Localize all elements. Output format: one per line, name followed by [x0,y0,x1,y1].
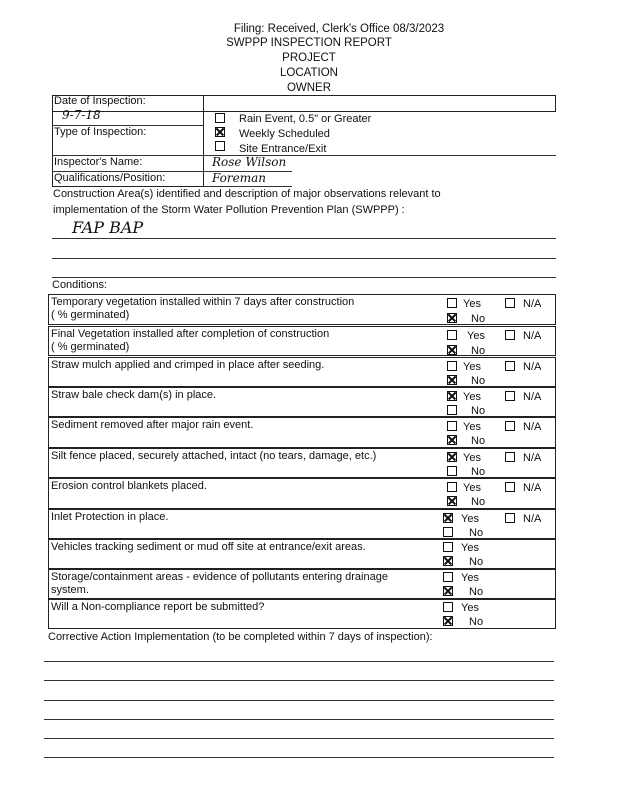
na-checkbox[interactable] [505,391,515,401]
no-checkbox[interactable] [447,496,457,506]
no-label: No [471,435,486,447]
date-label: Date of Inspection: [54,95,146,107]
project-label: PROJECT [282,52,336,64]
condition-text: Inlet Protection in place. [51,511,169,523]
no-checkbox[interactable] [443,616,453,626]
yes-label: Yes [461,542,479,554]
blank-line [52,238,556,239]
condition-row [48,448,556,478]
inspector-value[interactable]: Rose Wilson [212,155,287,169]
yes-label: Yes [461,572,479,584]
construction-text-1: Construction Area(s) identified and description of major observations relevant to [53,188,441,200]
report-title: SWPPP INSPECTION REPORT [226,37,392,49]
na-label: N/A [523,513,542,525]
na-checkbox[interactable] [505,452,515,462]
yes-checkbox[interactable] [443,572,453,582]
yes-label: Yes [461,513,479,525]
yes-checkbox[interactable] [447,330,457,340]
no-checkbox[interactable] [447,435,457,445]
no-label: No [471,405,486,417]
yes-label: Yes [467,330,485,342]
no-label: No [471,345,486,357]
yes-checkbox[interactable] [447,452,457,462]
owner-label: OWNER [286,82,332,94]
no-label: No [471,375,486,387]
na-label: N/A [523,330,542,342]
condition-text: Temporary vegetation installed within 7 days after construction ( % germinated) [51,296,355,321]
condition-text: Sediment removed after major rain event. [51,419,254,431]
yes-checkbox[interactable] [447,482,457,492]
condition-text: Will a Non-compliance report be submitted? [51,601,265,613]
no-checkbox[interactable] [447,345,457,355]
location-label: LOCATION [280,67,338,79]
yes-label: Yes [463,421,481,433]
blank-line [44,719,554,720]
yes-checkbox[interactable] [447,391,457,401]
no-checkbox[interactable] [447,466,457,476]
conditions-label: Conditions: [52,279,108,291]
na-label: N/A [523,298,542,310]
blank-line [44,738,554,739]
construction-text-2: implementation of the Storm Water Pollution Prevention Plan (SWPPP) : [53,204,405,216]
type-label: Type of Inspection: [54,126,147,138]
na-label: N/A [523,482,542,494]
corrective-action-label: Corrective Action Implementation (to be completed within 7 days of inspection): [48,631,433,643]
no-label: No [469,527,484,539]
no-label: No [469,586,484,598]
condition-text: Straw mulch applied and crimped in place after seeding. [51,359,325,371]
no-checkbox[interactable] [443,586,453,596]
no-label: No [471,496,486,508]
na-checkbox[interactable] [505,421,515,431]
na-label: N/A [523,391,542,403]
no-checkbox[interactable] [443,527,453,537]
condition-row [48,387,556,417]
inspector-label: Inspector's Name: [54,156,143,168]
divider [204,186,292,187]
no-label: No [471,313,486,325]
condition-text: Straw bale check dam(s) in place. [51,389,217,401]
na-checkbox[interactable] [505,482,515,492]
yes-label: Yes [463,391,481,403]
blank-line [44,661,554,662]
na-checkbox[interactable] [505,361,515,371]
condition-row [48,599,556,629]
condition-text: Erosion control blankets placed. [51,480,207,492]
no-label: No [469,556,484,568]
filing-stamp: Filing: Received, Clerk's Office 08/3/2023 [233,23,445,35]
condition-row [48,539,556,569]
yes-label: Yes [463,482,481,494]
yes-checkbox[interactable] [443,542,453,552]
na-label: N/A [523,452,542,464]
condition-text: Final Vegetation installed after completion of construction ( % germinated) [51,328,330,353]
blank-line [44,757,554,758]
condition-row [48,357,556,387]
rain-event-checkbox[interactable] [215,113,225,123]
na-label: N/A [523,421,542,433]
rain-event-label: Rain Event, 0.5" or Greater [239,113,372,125]
condition-row [48,509,556,539]
no-checkbox[interactable] [447,375,457,385]
blank-line [44,680,554,681]
yes-checkbox[interactable] [447,298,457,308]
no-checkbox[interactable] [443,556,453,566]
construction-handwritten[interactable]: FAP BAP [72,218,144,237]
condition-row [48,569,556,599]
na-checkbox[interactable] [505,330,515,340]
site-entrance-checkbox[interactable] [215,141,225,151]
condition-row [48,294,556,325]
yes-label: Yes [461,602,479,614]
yes-checkbox[interactable] [443,602,453,612]
blank-line [52,258,556,259]
date-value[interactable]: 9-7-18 [62,108,101,122]
weekly-scheduled-label: Weekly Scheduled [239,128,330,140]
condition-text: Storage/containment areas - evidence of pollutants entering drainage system. [51,571,388,596]
qualifications-label: Qualifications/Position: [54,172,166,184]
no-label: No [471,466,486,478]
condition-text: Silt fence placed, securely attached, intact (no tears, damage, etc.) [51,450,377,462]
condition-text: Vehicles tracking sediment or mud off site at entrance/exit areas. [51,541,366,553]
yes-checkbox[interactable] [443,513,453,523]
weekly-scheduled-checkbox[interactable] [215,127,225,137]
no-checkbox[interactable] [447,405,457,415]
condition-row [48,478,556,509]
blank-line [44,700,554,701]
qualifications-value[interactable]: Foreman [212,171,266,185]
na-checkbox[interactable] [505,298,515,308]
yes-checkbox[interactable] [447,361,457,371]
yes-label: Yes [463,452,481,464]
site-entrance-label: Site Entrance/Exit [239,143,327,155]
yes-label: Yes [463,361,481,373]
yes-checkbox[interactable] [447,421,457,431]
na-checkbox[interactable] [505,513,515,523]
condition-row [48,326,556,356]
no-checkbox[interactable] [447,313,457,323]
na-label: N/A [523,361,542,373]
blank-line [52,277,556,278]
yes-label: Yes [463,298,481,310]
condition-row [48,417,556,448]
no-label: No [469,616,484,628]
